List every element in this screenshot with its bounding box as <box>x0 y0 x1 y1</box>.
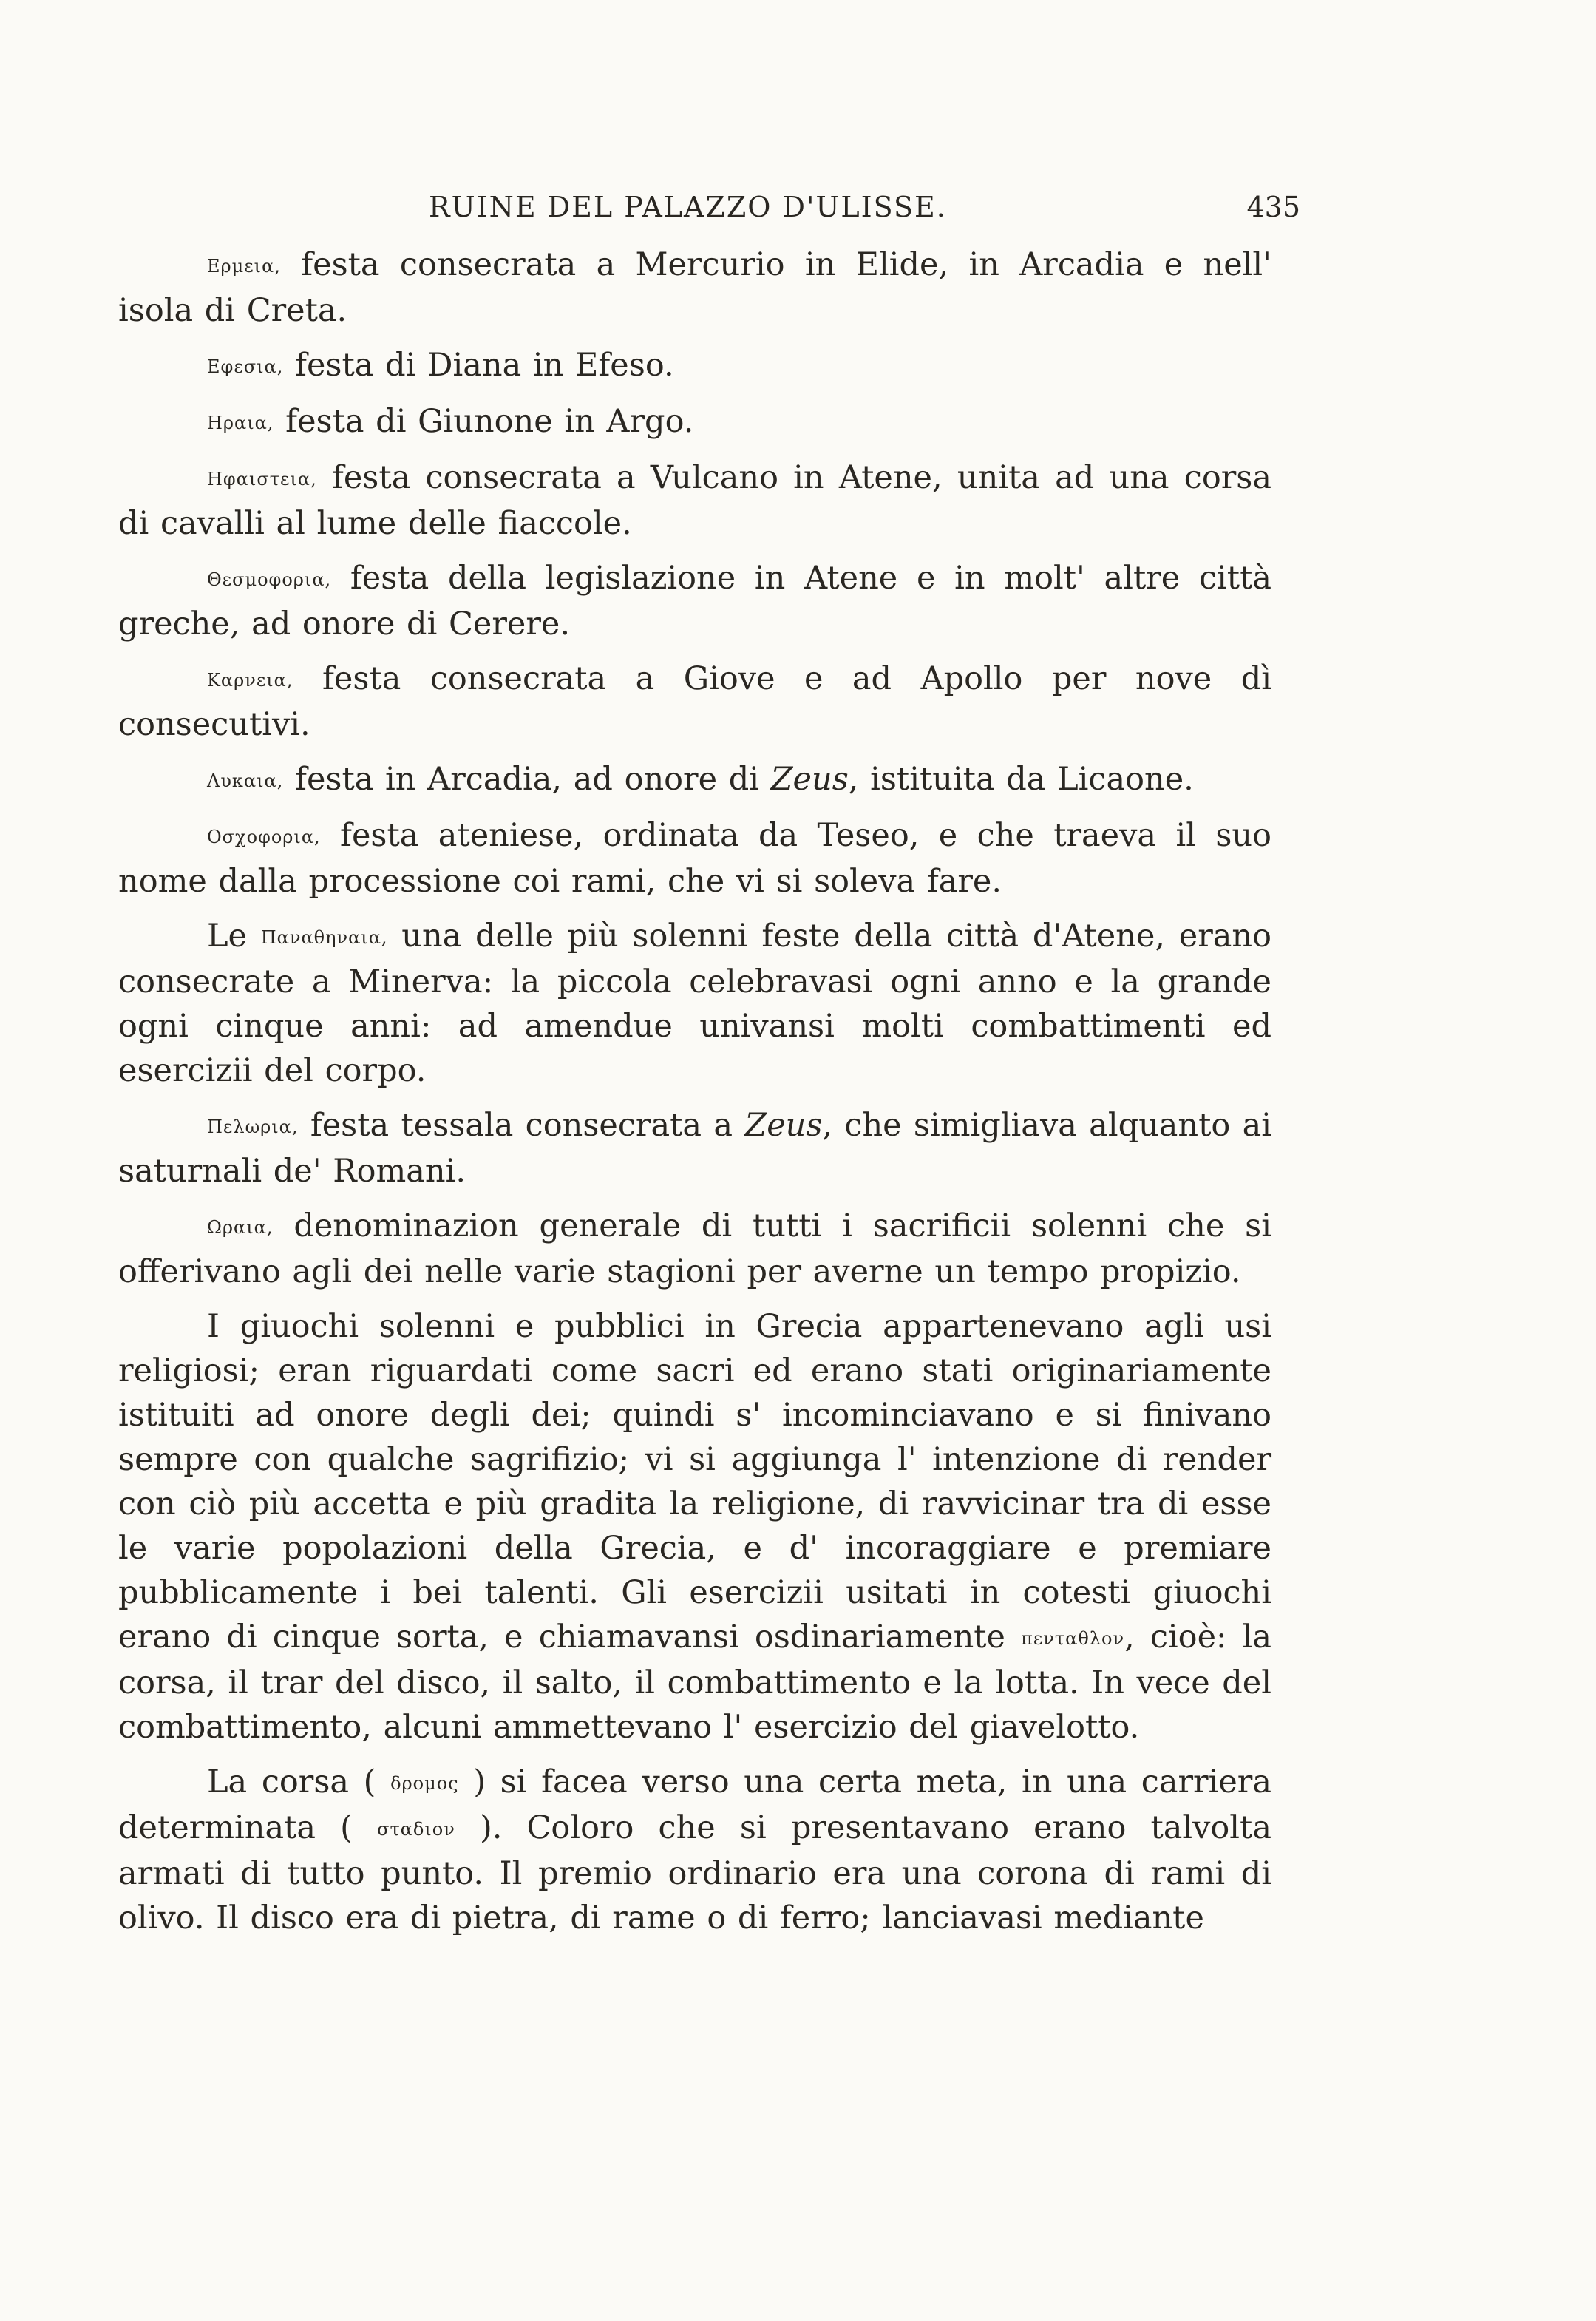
glossary-entry-heraia <box>118 399 1271 445</box>
entry-text: festa in Arcadia, ad onore di <box>283 761 771 798</box>
greek-term: Θεσμοφορια, <box>207 569 332 590</box>
glossary-entry-hermaia <box>118 243 1271 333</box>
glossary-entry-oschophoria <box>118 813 1271 904</box>
greek-term: Ωραια, <box>207 1217 274 1238</box>
greek-term: Εφεσια, <box>207 356 284 377</box>
glossary-entry-hephaisteia <box>118 455 1271 546</box>
greek-term: Λυκαια, <box>207 770 284 791</box>
entry-text: festa consecrata a Giove e ad Apollo per nove dì consecutivi. <box>118 660 1271 743</box>
glossary-entry-peloria <box>118 1103 1271 1193</box>
glossary-entry-karneia <box>118 657 1271 747</box>
greek-term: δρομος <box>390 1773 459 1794</box>
greek-term: Παναθηναια, <box>260 927 388 948</box>
entry-text: festa consecrata a Vulcano in Atene, unita ad una corsa di cavalli al lume delle fiaccole. <box>118 459 1271 542</box>
glossary-entry-ephesia <box>118 343 1271 389</box>
entry-text: , che simigliava alquanto ai saturnali de' Romani. <box>118 1107 1271 1190</box>
paragraph-text: ). Coloro che si presentavano erano talvolta armati di tutto punto. Il premio ordinario era una corona di rami di olivo. Il disco era di pietra, di rame o di ferro; lanciavasi mediante <box>118 1809 1271 1937</box>
italic-term: Zeus <box>744 1107 823 1144</box>
greek-term: Πελωρια, <box>207 1117 299 1137</box>
greek-term: Ερμεια, <box>207 256 281 277</box>
greek-term: Ηφαιστεια, <box>207 469 317 489</box>
entry-text: festa tessala consecrata a <box>298 1107 745 1144</box>
page-header <box>118 191 1300 235</box>
body-text <box>118 243 1271 1951</box>
greek-term: Οσχοφορια, <box>207 827 321 847</box>
entry-text: festa di Diana in Efeso. <box>283 347 674 384</box>
entry-text: festa ateniese, ordinata da Teseo, e che traeva il suo nome dalla processione coi rami, che vi si soleva fare. <box>118 817 1271 900</box>
greek-term: πενταθλον <box>1021 1628 1125 1649</box>
entry-text: festa di Giunone in Argo. <box>274 403 694 440</box>
entry-text: denominazion generale di tutti i sacrificii solenni che si offerivano agli dei nelle varie stagioni per averne un tempo propizio. <box>118 1207 1271 1290</box>
italic-term: Zeus <box>770 761 849 798</box>
greek-term: Ηραια, <box>207 413 274 433</box>
paragraph-race <box>118 1760 1271 1940</box>
glossary-entry-thesmophoria <box>118 556 1271 646</box>
entry-text: una delle più solenni feste della città d'Atene, erano consecrate a Minerva: la piccola celebravasi ogni anno e la grande ogni cinque anni: ad amendue univansi molti combattimenti ed esercizii del corpo. <box>118 918 1272 1089</box>
entry-prefix: Le <box>207 918 261 955</box>
glossary-entry-horaia <box>118 1204 1271 1294</box>
paragraph-text: ) si facea verso una certa meta, in una carriera determinata ( <box>118 1763 1271 1846</box>
greek-term: σταδιον <box>377 1819 455 1840</box>
greek-term: Καρνεια, <box>207 670 293 691</box>
running-title: RUINE DEL PALAZZO D'ULISSE. <box>429 191 947 223</box>
entry-text: , istituita da Licaone. <box>848 761 1194 798</box>
paragraph-text: La corsa ( <box>207 1763 391 1800</box>
entry-text: festa consecrata a Mercurio in Elide, in Arcadia e nell' isola di Creta. <box>118 246 1271 329</box>
paragraph-text: , cioè: la corsa, il trar del disco, il salto, il combattimento e la lotta. In vece del combattimento, alcuni ammettevano l' esercizio del giavelotto. <box>118 1619 1271 1746</box>
paragraph-games <box>118 1304 1271 1749</box>
glossary-entry-lykaia <box>118 757 1271 803</box>
paragraph-text: I giuochi solenni e pubblici in Grecia appartenevano agli usi religiosi; eran riguardati come sacri ed erano stati originariamente istituiti ad onore degli dei; quindi s' incominciavano e si finivano sempre con qualche sagrifizio; vi si aggiunga l' intenzione di render con ciò più accetta e più gradita la religione, di ravvicinar tra di esse le varie popolazioni della Grecia, e d' incoraggiare e premiare pubblicamente i bei talenti. Gli esercizii usitati in cotesti giuochi erano di cinque sorta, e chiamavansi osdinariamente <box>118 1308 1271 1656</box>
glossary-entry-panathenaia <box>118 914 1271 1093</box>
entry-text: festa della legislazione in Atene e in molt' altre città greche, ad onore di Cerere. <box>118 560 1271 643</box>
page-number: 435 <box>1246 191 1300 223</box>
